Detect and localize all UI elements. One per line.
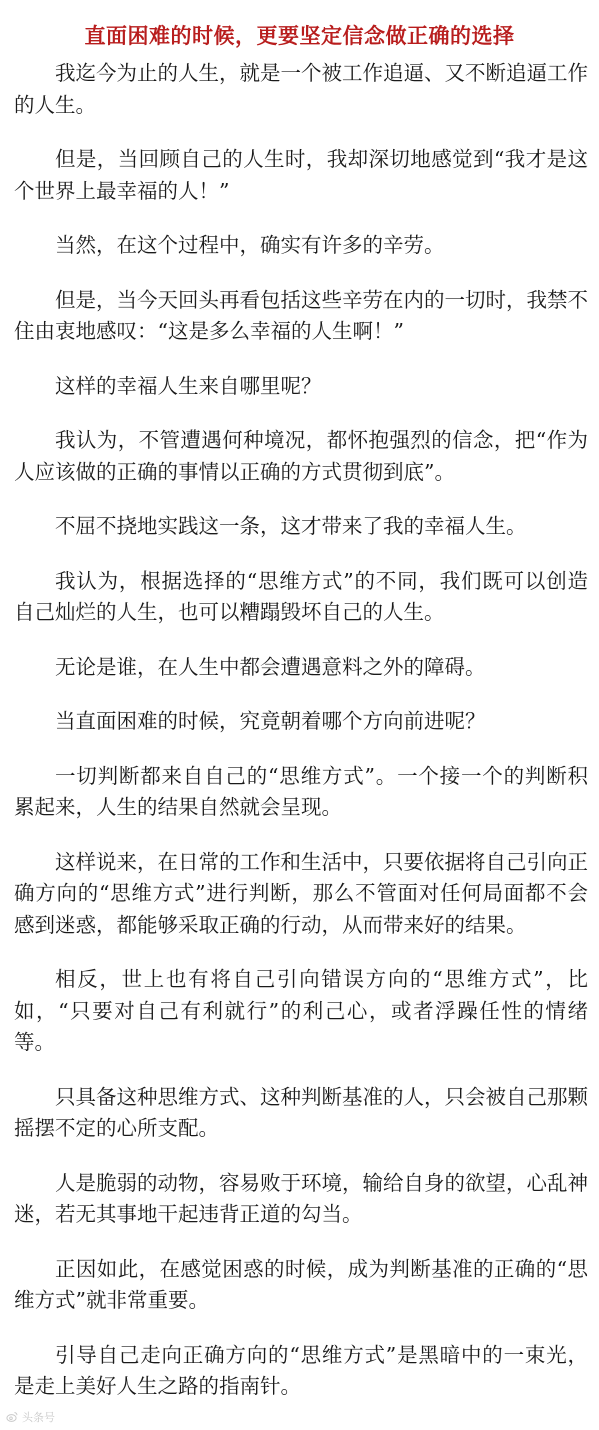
paragraph: 引导自己走向正确方向的“思维方式”是黑暗中的一束光，是走上美好人生之路的指南针。 [14,1342,588,1398]
watermark [6,1409,55,1425]
paragraph: 只具备这种思维方式、这种判断基准的人，只会被自己那颗摇摆不定的心所支配。 [14,1084,588,1140]
paragraph: 不屈不挠地实践这一条，这才带来了我的幸福人生。 [55,514,527,538]
watermark-text: 头条号 [22,1411,55,1424]
paragraph: 正因如此，在感觉困惑的时候，成为判断基准的正确的“思维方式”就非常重要。 [14,1256,588,1312]
paragraph: 当直面困难的时候，究竟朝着哪个方向前进呢？ [55,709,486,733]
paragraph: 我认为，不管遭遇何种境况，都怀抱强烈的信念，把“作为人应该做的正确的事情以正确的方式贯彻到底”。 [14,428,588,484]
paragraph: 这样说来，在日常的工作和生活中，只要依据将自己引向正确方向的“思维方式”进行判断，那么不管面对任何局面都不会感到迷惑，都能够采取正确的行动，从而带来好的结果。 [14,849,588,937]
paragraph: 我迄今为止的人生，就是一个被工作追逼、又不断追逼工作的人生。 [14,61,588,117]
paragraph: 人是脆弱的动物，容易败于环境，输给自身的欲望，心乱神迷，若无其事地干起违背正道的勾当。 [14,1170,588,1226]
paragraph: 无论是谁，在人生中都会遭遇意料之外的障碍。 [55,654,486,679]
article-title: 直面困难的时候，更要坚定信念做正确的选择 [84,23,515,49]
paragraph: 当然，在这个过程中，确实有许多的辛劳。 [55,233,445,257]
paragraph: 但是，当回顾自己的人生时，我却深切地感觉到“我才是这个世界上最幸福的人！” [14,147,588,203]
paragraph: 相反，世上也有将自己引向错误方向的“思维方式”，比如，“只要对自己有利就行”的利己心，或者浮躁任性的情绪等。 [14,967,588,1054]
paragraph: 这样的幸福人生来自哪里呢？ [55,373,322,398]
weibo-logo-icon [6,1411,18,1423]
article-body [14,58,588,1426]
paragraph: 我认为，根据选择的“思维方式”的不同，我们既可以创造自己灿烂的人生，也可以糟蹋毁坏自己的人生。 [14,568,588,624]
paragraph: 但是，当今天回头再看包括这些辛劳在内的一切时，我禁不住由衷地感叹：“这是多么幸福的人生啊！” [14,287,588,343]
paragraph: 一切判断都来自自己的“思维方式”。一个接一个的判断积累起来，人生的结果自然就会呈现。 [14,763,588,819]
